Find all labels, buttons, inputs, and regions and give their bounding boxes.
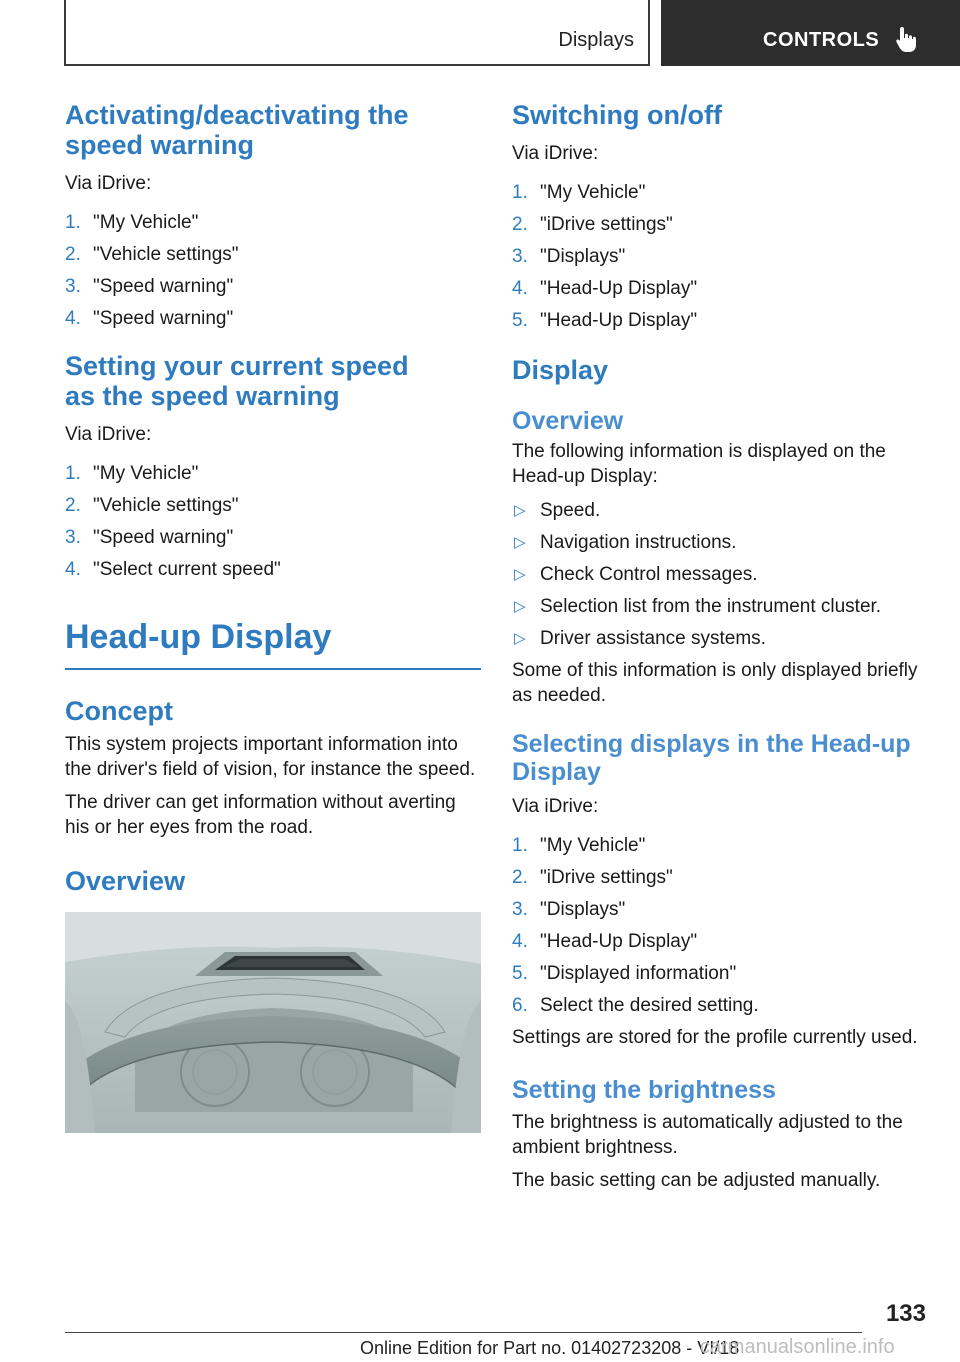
steps-switching <box>512 180 924 333</box>
steps-selecting <box>512 833 924 1018</box>
list-item: 2. "Vehicle settings" <box>65 495 239 516</box>
list-item: 3. "Displays" <box>512 899 626 920</box>
via-idrive-1: Via iDrive: <box>65 173 152 194</box>
list-item: ▷ Selection list from the instrument cluster. <box>514 596 882 617</box>
page-number: 133 <box>885 1300 926 1327</box>
heading-speed-warning: Activating/deactivating the speed warning <box>65 100 409 160</box>
footer-watermark: carmanualsonline.info <box>700 1336 895 1358</box>
brightness-paragraph-2: The basic setting can be adjusted manually. <box>512 1170 881 1191</box>
list-item: 2. "Vehicle settings" <box>65 244 239 265</box>
list-item: 4. "Speed warning" <box>65 308 234 329</box>
via-idrive-4: Via iDrive: <box>512 796 599 817</box>
list-item: 3. "Speed warning" <box>65 276 234 297</box>
list-item: 1. "My Vehicle" <box>512 182 646 203</box>
list-item: 2. "iDrive settings" <box>512 867 673 888</box>
steps-speed-warning <box>65 210 481 331</box>
triangle-right-icon: ▷ <box>514 566 526 583</box>
header-chapter-box <box>661 0 960 66</box>
triangle-right-icon: ▷ <box>514 598 526 615</box>
steps-current-speed <box>65 461 481 582</box>
list-item: 1. "My Vehicle" <box>512 835 646 856</box>
dashboard-illustration-svg <box>65 912 481 1133</box>
footer-divider <box>65 1332 862 1333</box>
list-item: 3. "Displays" <box>512 246 626 267</box>
heading-head-up-display: Head-up Display <box>65 618 481 670</box>
triangle-right-icon: ▷ <box>514 502 526 519</box>
header-section-title: Displays <box>558 29 634 51</box>
list-item: 5. "Displayed information" <box>512 963 737 984</box>
heading-switching: Switching on/off <box>512 100 722 130</box>
heading-concept: Concept <box>65 696 173 726</box>
via-idrive-3: Via iDrive: <box>512 143 599 164</box>
heading-selecting-displays: Selecting displays in the Head-up Display <box>512 730 911 786</box>
heading-current-speed: Setting your current speed as the speed warning <box>65 351 409 411</box>
triangle-right-icon: ▷ <box>514 630 526 647</box>
brief-paragraph: Some of this information is only displayed briefly as needed. <box>512 660 918 706</box>
heading-display: Display <box>512 355 609 385</box>
triangle-right-icon: ▷ <box>514 534 526 551</box>
list-item: 4. "Head-Up Display" <box>512 931 698 952</box>
list-item: 4. "Head-Up Display" <box>512 278 698 299</box>
heading-brightness: Setting the brightness <box>512 1076 776 1104</box>
list-item: 6. Select the desired setting. <box>512 995 759 1016</box>
list-item: 1. "My Vehicle" <box>65 212 199 233</box>
list-item: 5. "Head-Up Display" <box>512 310 698 331</box>
list-item: 1. "My Vehicle" <box>65 463 199 484</box>
list-item: ▷ Driver assistance systems. <box>514 628 766 649</box>
hud-info-bullets <box>512 498 924 651</box>
heading-overview-right: Overview <box>512 407 624 435</box>
pointing-hand-icon <box>895 26 919 54</box>
list-item: ▷ Speed. <box>514 500 601 521</box>
list-item: 3. "Speed warning" <box>65 527 234 548</box>
list-item: ▷ Navigation instructions. <box>514 532 737 553</box>
via-idrive-2: Via iDrive: <box>65 424 152 445</box>
stored-paragraph: Settings are stored for the profile currently used. <box>512 1027 918 1048</box>
header-chapter-title: CONTROLS <box>763 29 880 51</box>
left-column <box>65 100 481 1133</box>
list-item: ▷ Check Control messages. <box>514 564 758 585</box>
heading-overview-left: Overview <box>65 866 186 896</box>
footer-edition: Online Edition for Part no. 01402723208 - VI/18 <box>360 1338 740 1358</box>
list-item: 4. "Select current speed" <box>65 559 281 580</box>
right-column <box>512 100 924 1193</box>
list-item: 2. "iDrive settings" <box>512 214 673 235</box>
concept-paragraph-1: This system projects important information into the driver's field of vision, for instance the speed. <box>65 734 476 780</box>
overview-paragraph: The following information is displayed on the Head-up Display: <box>512 441 886 487</box>
header-section-box <box>64 0 650 66</box>
brightness-paragraph-1: The brightness is automatically adjusted to the ambient brightness. <box>512 1112 903 1158</box>
concept-paragraph-2: The driver can get information without averting his or her eyes from the road. <box>65 792 456 838</box>
dashboard-hud-illustration <box>65 912 481 1133</box>
